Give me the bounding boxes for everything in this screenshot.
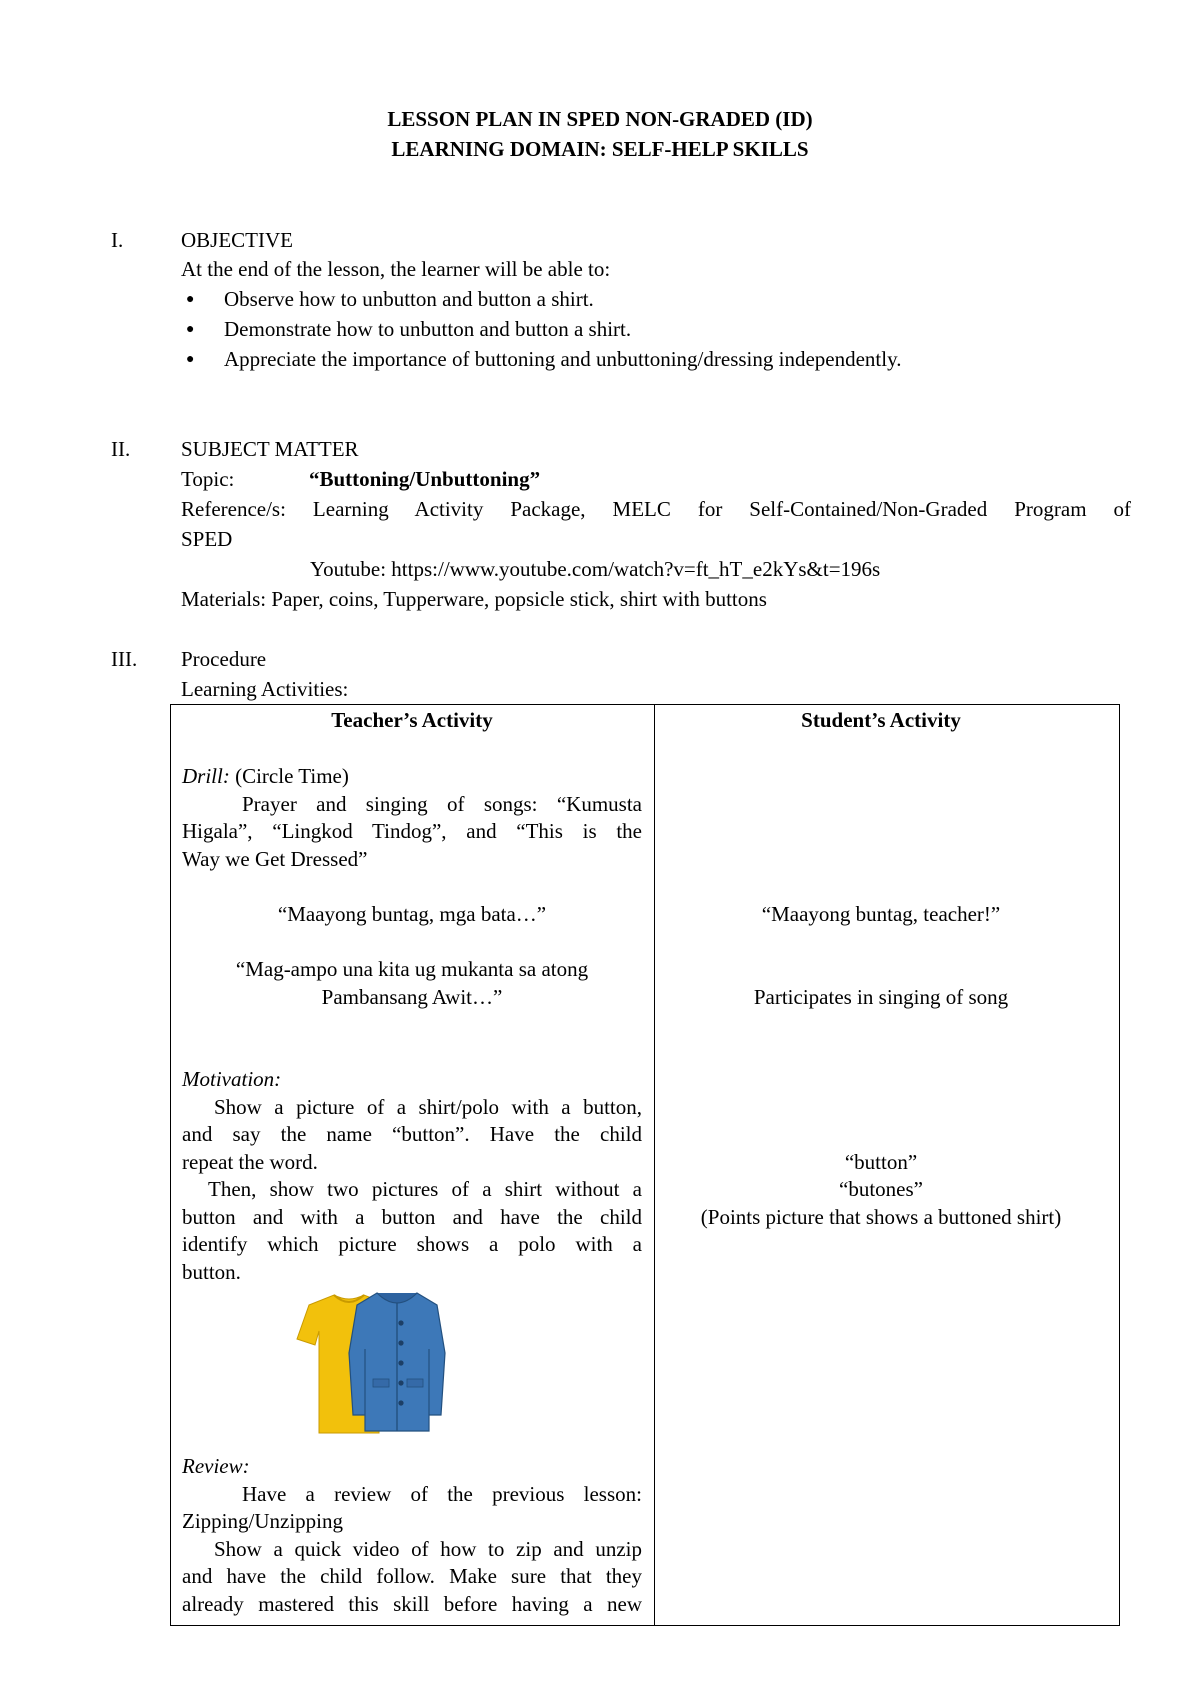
motivation-text: Then, show two pictures of a shirt without a (208, 1177, 642, 1201)
anthem-instruction: “Mag-ampo una kita ug mukanta sa atong (235, 957, 589, 981)
review-text: Zipping/Unzipping (182, 1509, 343, 1533)
student-response: (Points picture that shows a buttoned shirt) (700, 1205, 1062, 1229)
drill-text: Higala”, “Lingkod Tindog”, and “This is the (182, 819, 642, 843)
motivation-label-text: Motivation: (182, 1067, 282, 1091)
review-text: Show a quick video of how to zip and unzip (214, 1537, 642, 1561)
objective-heading: OBJECTIVE (181, 228, 293, 252)
reference-line: Reference/s: Learning Activity Package, MELC for Self-Contained/Non-Graded Program of (181, 497, 1131, 521)
topic-label: Topic: (181, 467, 235, 491)
motivation-text: Show a picture of a shirt/polo with a button, (214, 1095, 642, 1119)
drill-text: Prayer and singing of songs: “Kumusta (242, 792, 642, 816)
bullet-icon: ● (186, 292, 195, 307)
learning-activities-table (170, 704, 1120, 1626)
motivation-text: and say the name “button”. Have the child (182, 1122, 642, 1146)
motivation-text: repeat the word. (182, 1150, 318, 1174)
youtube-reference: Youtube: https://www.youtube.com/watch?v=ft_hT_e2kYs&t=196s (310, 557, 881, 581)
materials-line: Materials: Paper, coins, Tupperware, popsicle stick, shirt with buttons (181, 587, 767, 611)
objective-intro: At the end of the lesson, the learner will be able to: (181, 257, 611, 281)
motivation-text: button and with a button and have the child (182, 1205, 642, 1229)
student-response: “butones” (839, 1177, 923, 1201)
student-singing: Participates in singing of song (753, 985, 1009, 1009)
student-greeting: “Maayong buntag, teacher!” (761, 902, 1001, 926)
objective-item: Appreciate the importance of buttoning and unbuttoning/dressing independently. (224, 347, 902, 371)
objective-item: Demonstrate how to unbutton and button a shirt. (224, 317, 632, 341)
section-numeral-procedure: III. (111, 647, 138, 671)
objective-item: Observe how to unbutton and button a shirt. (224, 287, 594, 311)
review-text: and have the child follow. Make sure that they (182, 1564, 642, 1588)
teacher-greeting: “Maayong buntag, mga bata…” (277, 902, 547, 926)
learning-activities-label: Learning Activities: (181, 677, 349, 701)
student-response: “button” (844, 1150, 918, 1174)
topic-value: “Buttoning/Unbuttoning” (309, 467, 541, 491)
section-numeral-subject: II. (111, 437, 131, 461)
blue-coat-icon (349, 1293, 445, 1431)
column-divider (654, 705, 655, 1625)
procedure-heading: Procedure (181, 647, 267, 671)
shirt-coat-illustration (279, 1283, 455, 1443)
review-text: Have a review of the previous lesson: (242, 1482, 642, 1506)
bullet-icon: ● (186, 322, 195, 337)
anthem-instruction: Pambansang Awit…” (321, 985, 503, 1009)
drill-text: Way we Get Dressed” (182, 847, 368, 871)
review-label-text: Review: (182, 1454, 250, 1478)
motivation-label (182, 1066, 642, 1094)
student-activity-header: Student’s Activity (801, 708, 961, 732)
drill-note: (Circle Time) (229, 764, 349, 788)
reference-line-cont: SPED (181, 527, 233, 551)
review-label (182, 1453, 642, 1481)
section-numeral-objective: I. (111, 228, 124, 252)
bullet-icon: ● (186, 352, 195, 367)
drill-line (182, 763, 642, 791)
learning-domain: LEARNING DOMAIN: SELF-HELP SKILLS (391, 137, 809, 161)
teacher-activity-header: Teacher’s Activity (331, 708, 493, 732)
subject-matter-heading: SUBJECT MATTER (181, 437, 359, 461)
motivation-text: button. (182, 1260, 241, 1284)
review-text: already mastered this skill before having a new (182, 1592, 642, 1616)
drill-label: Drill: (182, 764, 230, 788)
document-title: LESSON PLAN IN SPED NON-GRADED (ID) (387, 107, 813, 131)
motivation-text: identify which picture shows a polo with a (182, 1232, 642, 1256)
